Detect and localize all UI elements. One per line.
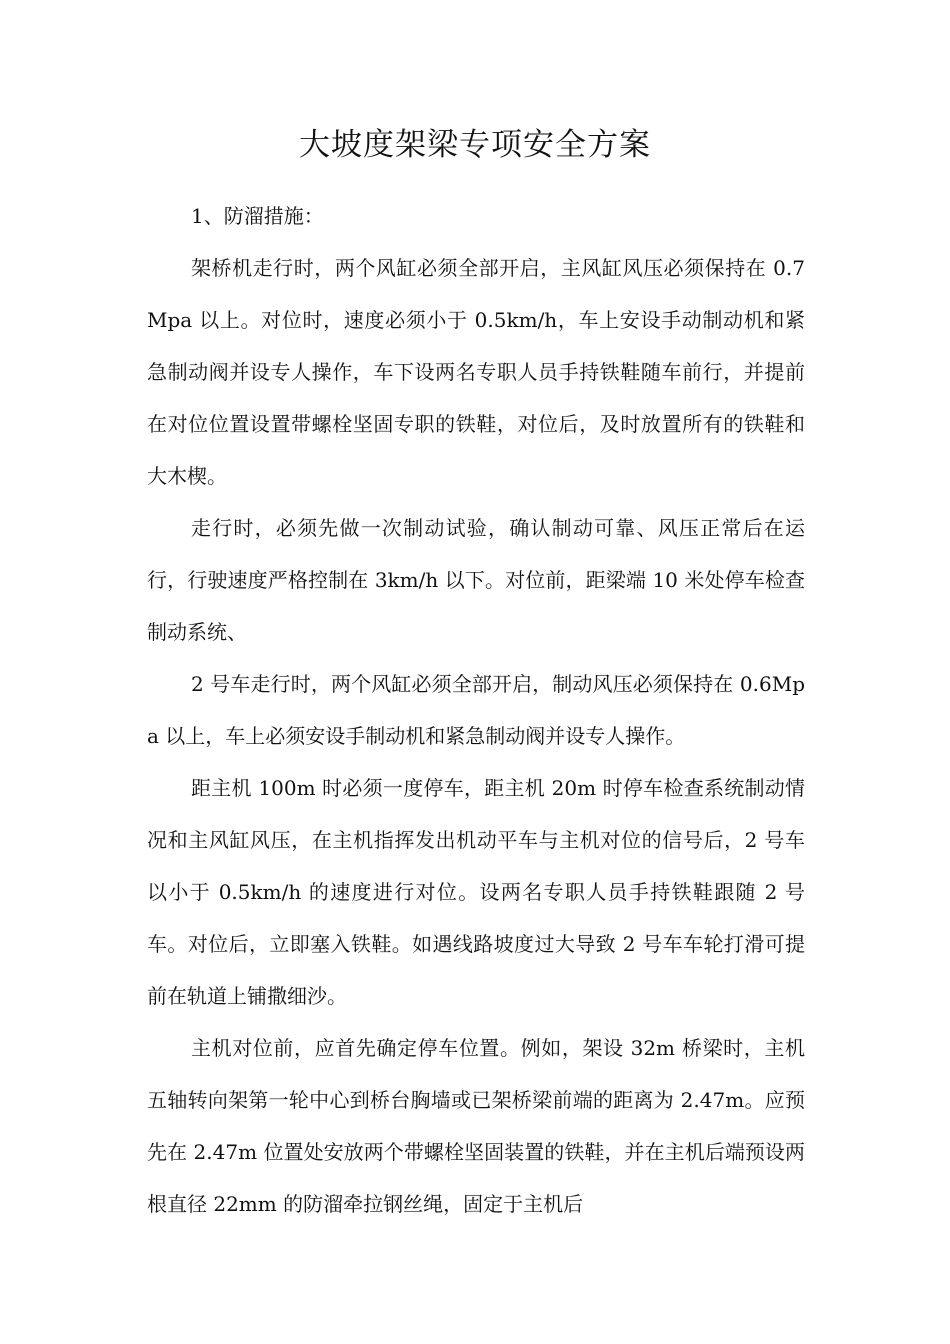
document-title: 大坡度架梁专项安全方案 xyxy=(299,127,651,163)
paragraph-4: 距主机 100m 时必须一度停车，距主机 20m 时停车检查系统制动情况和主风缸风压，在主机指挥发出机动平车与主机对位的信号后，2 号车以小于 0.5km/h 的速度进行对位。设两名专职人员手持铁鞋跟随 2 号车。对位后，立即塞入铁鞋。如遇线路坡度过大导致 2 号车车轮打滑可提前在轨道上铺撒细沙。 xyxy=(147,776,805,1008)
document-body xyxy=(147,190,805,1230)
section-heading: 1、防溜措施： xyxy=(191,204,324,228)
paragraph-2: 走行时，必须先做一次制动试验，确认制动可靠、风压正常后在运行，行驶速度严格控制在 3km/h 以下。对位前，距梁端 10 米处停车检查制动系统、 xyxy=(147,516,805,644)
paragraph-3: 2 号车走行时，两个风缸必须全部开启，制动风压必须保持在 0.6Mpa 以上，车上必须安设手制动机和紧急制动阀并设专人操作。 xyxy=(147,672,805,748)
paragraph-1: 架桥机走行时，两个风缸必须全部开启，主风缸风压必须保持在 0.7Mpa 以上。对位时，速度必须小于 0.5km/h，车上安设手动制动机和紧急制动阀并设专人操作，车下设两名专职人员手持铁鞋随车前行，并提前在对位位置设置带螺栓坚固专职的铁鞋，对位后，及时放置所有的铁鞋和大木楔。 xyxy=(147,256,805,488)
paragraph-5: 主机对位前，应首先确定停车位置。例如，架设 32m 桥梁时，主机五轴转向架第一轮中心到桥台胸墙或已架桥梁前端的距离为 2.47m。应预先在 2.47m 位置处安放两个带螺栓坚固装置的铁鞋，并在主机后端预设两根直径 22mm 的防溜牵拉钢丝绳，固定于主机后 xyxy=(147,1036,805,1216)
